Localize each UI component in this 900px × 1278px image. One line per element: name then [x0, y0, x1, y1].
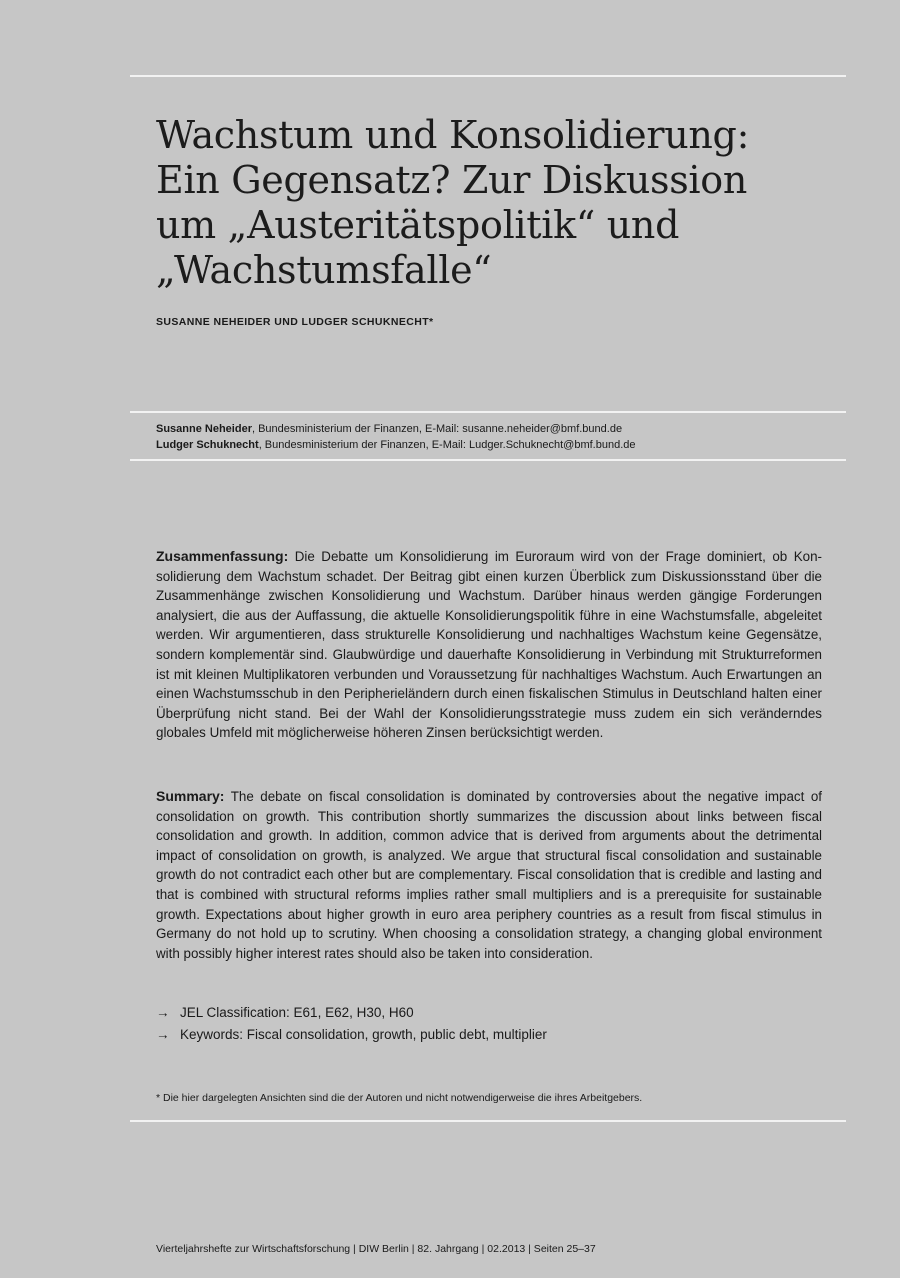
abstract-english [156, 787, 822, 963]
top-rule [130, 75, 846, 77]
list-item [156, 1002, 547, 1024]
arrow-right-icon: → [156, 1005, 170, 1020]
title-line: um „Austeritätspolitik“ und [156, 203, 680, 247]
affiliation-bottom-rule [130, 459, 846, 461]
title-line: Wachstum und Konsolidierung: [156, 113, 750, 157]
article-title [156, 113, 846, 293]
abstract-german-text: Die Debatte um Konsolidierung im Euroraum wird von der Frage dominiert, ob Konsolidierung dem Wachstum schadet. Der Beitrag gibt einen kurzen Überblick zum Diskussionsstand über die Zusammenhänge zwischen Konsolidierung und Wachstum. Darüber hinaus werden gängige Forderungen analysiert, die aus der Auffassung, die aktuelle Konsolidierungspolitik führe in eine Wachstumsfalle, abgeleitet werden. Wir argumentieren, dass strukturelle Konsolidierung und nachhaltiges Wachstum keine Gegensätze, sondern komplementär sind. Glaubwürdige und dauerhafte Konsolidierung in Verbindung mit Strukturreformen ist mit kleinen Multiplikatoren verbunden und Voraussetzung für nachhaltiges Wachstum. Auch Erwartungen an einen Wachstumsschub in den Peripherieländern durch einen fiskalischen Stimulus in Deutschland halten einer Überprüfung nicht stand. Bei der Wahl der Konsolidierungsstrategie muss zudem ein sich veränderndes globales Umfeld mit möglicherweise höheren Zinsen berücksichtigt werden. [156, 549, 822, 741]
abstract-english-label: Summary: [156, 788, 225, 804]
affiliation-entry [156, 421, 846, 437]
affiliation-name: Susanne Neheider [156, 423, 252, 435]
affiliation-top-rule [130, 411, 846, 413]
affiliation-detail: , Bundesministerium der Finanzen, E-Mail: susanne.neheider@bmf.bund.de [251, 423, 623, 435]
jel-classification: JEL Classification: E61, E62, H30, H60 [180, 1005, 414, 1020]
affiliation-detail: , Bundesministerium der Finanzen, E-Mail: Ludger.Schuknecht@bmf.bund.de [258, 439, 636, 451]
keywords: Keywords: Fiscal consolidation, growth, public debt, multiplier [180, 1027, 547, 1042]
affiliations [156, 421, 846, 453]
affiliation-entry [156, 437, 846, 453]
journal-footer: Vierteljahrshefte zur Wirtschaftsforschung | DIW Berlin | 82. Jahrgang | 02.2013 | Seiten 25–37 [156, 1243, 596, 1255]
list-item [156, 1024, 547, 1046]
footnote: * Die hier dargelegten Ansichten sind die der Autoren und nicht notwendigerweise die ihres Arbeitgebers. [156, 1092, 643, 1104]
abstract-english-text: The debate on fiscal consolidation is dominated by controversies about the negative impact of consolidation on growth. This contribution shortly summarizes the discussion about links between fiscal consolidation and growth. In addition, common advice that is derived from arguments about the detrimental impact of consolidation on growth, is analyzed. We argue that structural fiscal consolidation and sustainable growth do not contradict each other but are complementary. Fiscal consolidation that is credible and lasting and that is combined with structural reforms implies rather small multipliers and is a prerequisite for sustainable growth. Expectations about higher growth in euro area periphery countries as a result from fiscal stimulus in Germany do not hold up to scrutiny. When choosing a consolidation strategy, a changing global environment with possibly higher interest rates should also be taken into consideration. [156, 789, 822, 961]
abstract-german-label: Zusammenfassung: [156, 548, 289, 564]
classification-list [156, 1002, 547, 1046]
arrow-right-icon: → [156, 1027, 170, 1042]
footnote-rule [130, 1120, 846, 1122]
title-line: Ein Gegensatz? Zur Diskussion [156, 158, 748, 202]
abstract-german [156, 547, 822, 743]
affiliation-name: Ludger Schuknecht [156, 439, 259, 451]
title-line: „Wachstumsfalle“ [156, 248, 492, 292]
author-line: SUSANNE NEHEIDER UND LUDGER SCHUKNECHT* [156, 316, 434, 328]
